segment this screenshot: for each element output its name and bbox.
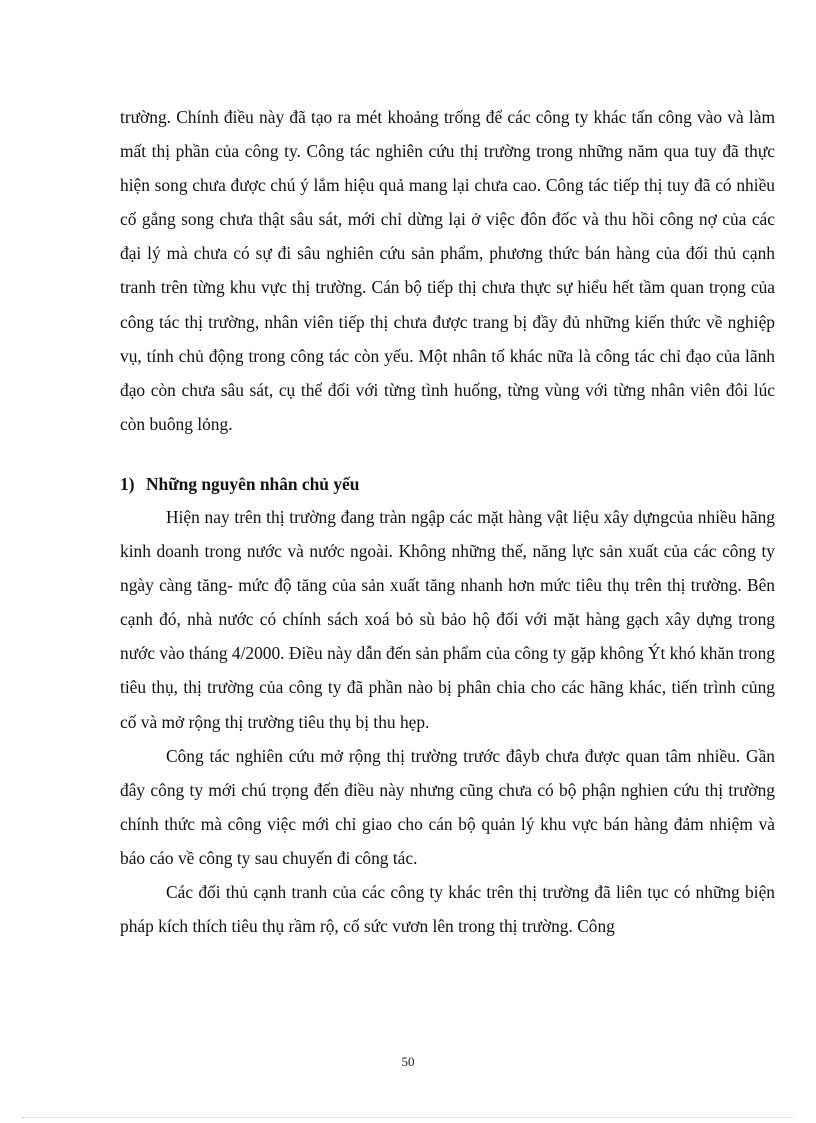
section-title: Những nguyên nhân chủ yếu bbox=[146, 473, 360, 494]
page-number: 50 bbox=[401, 1054, 415, 1069]
page-bottom-divider bbox=[22, 1117, 794, 1118]
body-paragraph-2: Công tác nghiên cứu mở rộng thị trường trước đâyb chưa được quan tâm nhiều. Gần đây công ty mới chú trọng đến điều này nhưng cũng chưa có bộ phận nghien cứu thị trường chính thức mà công việc mới chỉ giao cho cán bộ quản lý khu vực bán hàng đảm nhiệm và báo cáo về công ty sau chuyến đi công tác. bbox=[120, 745, 775, 868]
body-paragraph-3: Các đối thủ cạnh tranh của các công ty khác trên thị trường đã liên tục có những biện pháp kích thích tiêu thụ rầm rộ, cố sức vươn lên trong thị trường. Công bbox=[120, 881, 775, 937]
section-number: 1) bbox=[120, 473, 135, 494]
intro-paragraph: trường. Chính điều này đã tạo ra mét khoảng trống để các công ty khác tấn công vào và làm mất thị phần của công ty. Công tác nghiên cứu thị trường trong những năm qua tuy đã thực hiện song chưa được chú ý lắm hiệu quả mang lại chưa cao. Công tác tiếp thị tuy đã có nhiều cố gắng song chưa thật sâu sát, mới chỉ dừng lại ở việc đôn đốc và thu hồi công nợ của các đại lý mà chưa có sự đi sâu nghiên cứu sản phẩm, phương thức bán hàng của đối thủ cạnh tranh trên từng khu vực thị trường. Cán bộ tiếp thị chưa thực sự hiểu hết tầm quan trọng của công tác thị trường, nhân viên tiếp thị chưa được trang bị đầy đủ những kiến thức về nghiệp vụ, tính chủ động trong công tác còn yếu. Một nhân tố khác nữa là công tác chỉ đạo của lãnh đạo còn chưa sâu sát, cụ thể đối với từng tình huống, từng vùng với từng nhân viên đôi lúc còn buông lỏng. bbox=[120, 107, 775, 434]
section-heading bbox=[120, 466, 775, 502]
page-content bbox=[120, 100, 775, 943]
body-paragraph-1: Hiện nay trên thị trường đang tràn ngập các mặt hàng vật liệu xây dựngcủa nhiều hãng kinh doanh trong nước và nước ngoài. Không những thế, năng lực sản xuất của các công ty ngày càng tăng- mức độ tăng của sản xuất tăng nhanh hơn mức tiêu thụ trên thị trường. Bên cạnh đó, nhà nước có chính sách xoá bỏ sù bảo hộ đối với mặt hàng gạch xây dựng trong nước vào tháng 4/2000. Điều này dẫn đến sản phẩm của công ty gặp không Ýt khó khăn trong tiêu thụ, thị trường của công ty đã phần nào bị phân chia cho các hãng khác, tiến trình củng cố và mở rộng thị trường tiêu thụ bị thu hẹp. bbox=[120, 506, 775, 732]
